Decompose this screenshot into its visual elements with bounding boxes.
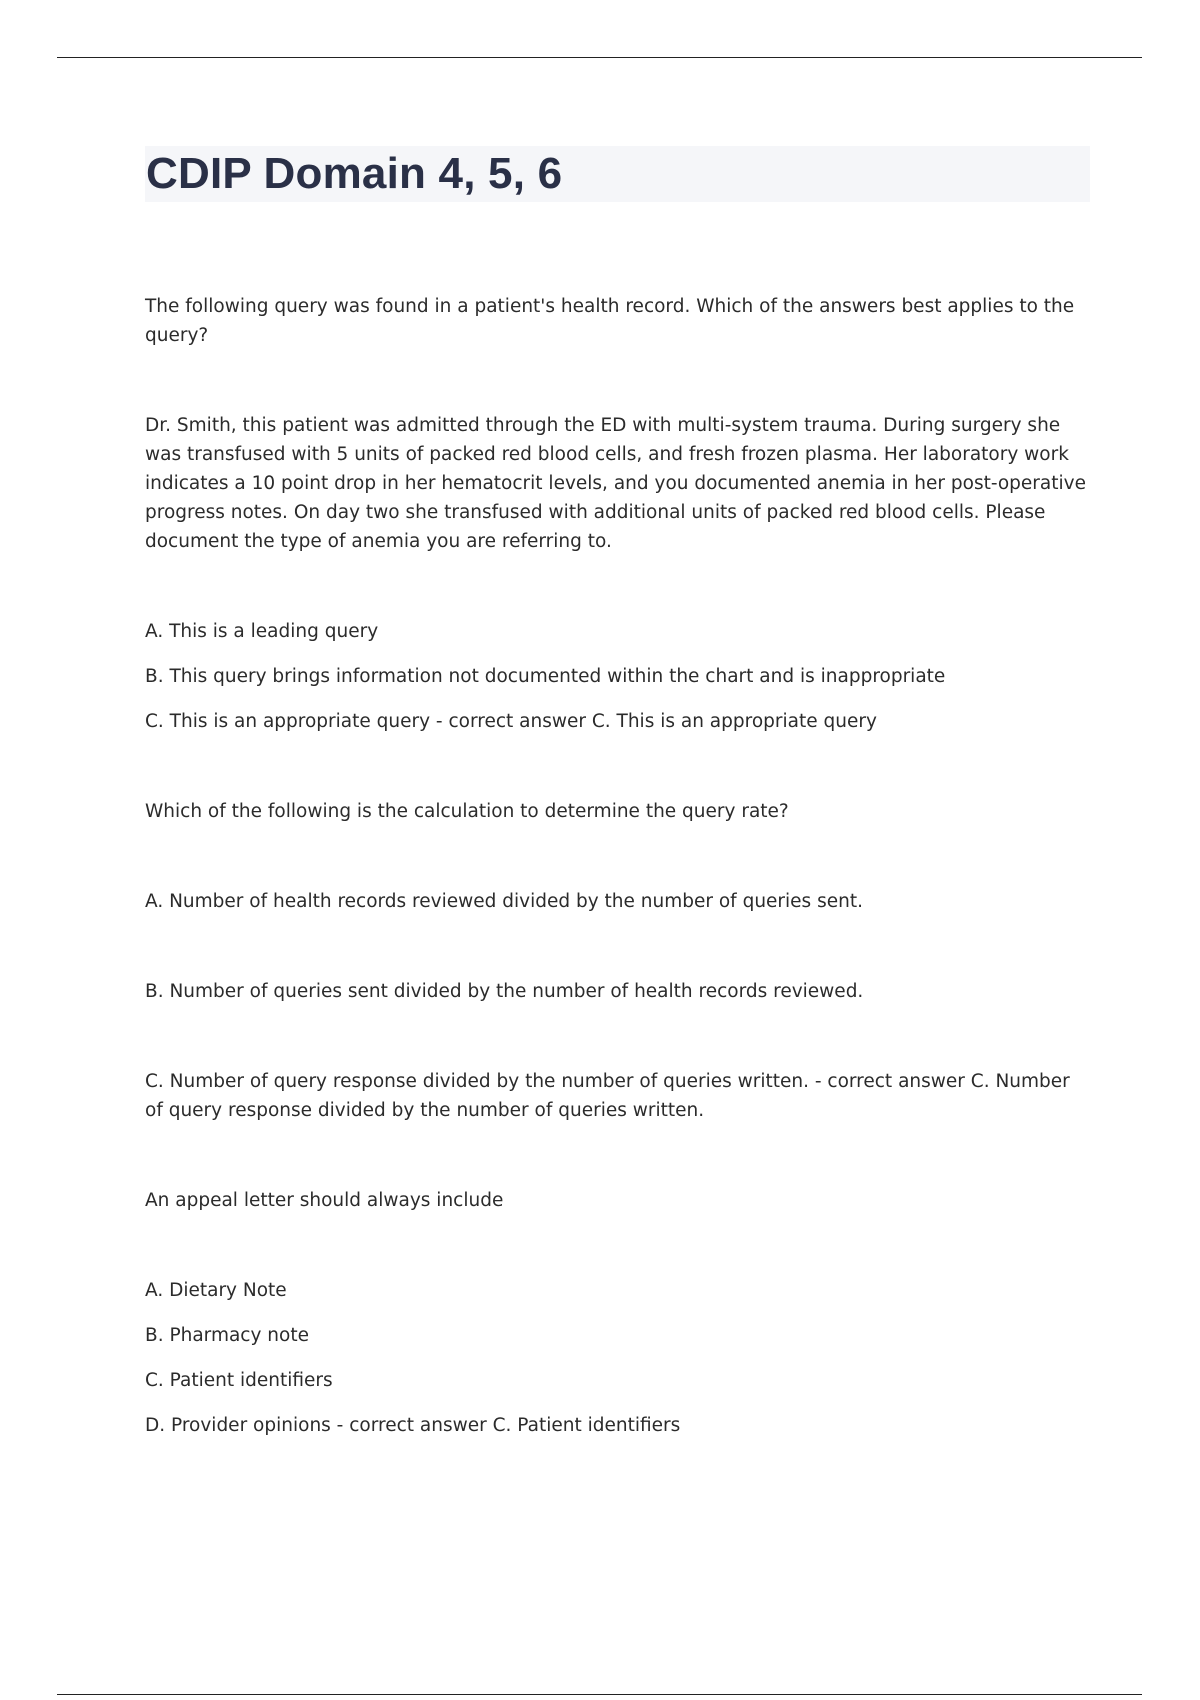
question-1-option-c: C. This is an appropriate query - correct answer C. This is an appropriate query — [145, 711, 877, 732]
top-rule — [57, 57, 1142, 58]
question-2-prompt: Which of the following is the calculation to determine the query rate? — [145, 801, 789, 822]
question-2-option-b: B. Number of queries sent divided by the number of health records reviewed. — [145, 981, 864, 1002]
question-1-passage: Dr. Smith, this patient was admitted through the ED with multi-system trauma. During surgery she was transfused with 5 units of packed red blood cells, and fresh frozen plasma. Her laboratory work indicates a 10 point drop in her hematocrit levels, and you documented anemia in her post-operative progress notes. On day two she transfused with additional units of packed red blood cells. Please document the type of anemia you are referring to. — [145, 415, 1086, 552]
question-3-option-c: C. Patient identifiers — [145, 1370, 333, 1391]
document-page — [145, 146, 1090, 1456]
question-3-prompt: An appeal letter should always include — [145, 1190, 504, 1211]
question-1-option-b: B. This query brings information not documented within the chart and is inappropriate — [145, 666, 946, 687]
question-1-prompt: The following query was found in a patient's health record. Which of the answers best applies to the query? — [145, 296, 1075, 346]
question-1-option-a: A. This is a leading query — [145, 621, 379, 642]
question-2-option-a: A. Number of health records reviewed divided by the number of queries sent. — [145, 891, 863, 912]
document-title: CDIP Domain 4, 5, 6 — [146, 149, 563, 198]
bottom-rule — [57, 1694, 1142, 1695]
question-3-option-a: A. Dietary Note — [145, 1280, 287, 1301]
question-3-option-d: D. Provider opinions - correct answer C. Patient identifiers — [145, 1415, 681, 1436]
question-1-options — [145, 617, 1090, 736]
question-3-option-b: B. Pharmacy note — [145, 1325, 309, 1346]
question-2-option-c: C. Number of query response divided by the number of queries written. - correct answer C. Number of query response divided by the number of queries written. — [145, 1071, 1070, 1121]
question-3-options — [145, 1276, 1090, 1440]
title-banner — [145, 146, 1090, 202]
